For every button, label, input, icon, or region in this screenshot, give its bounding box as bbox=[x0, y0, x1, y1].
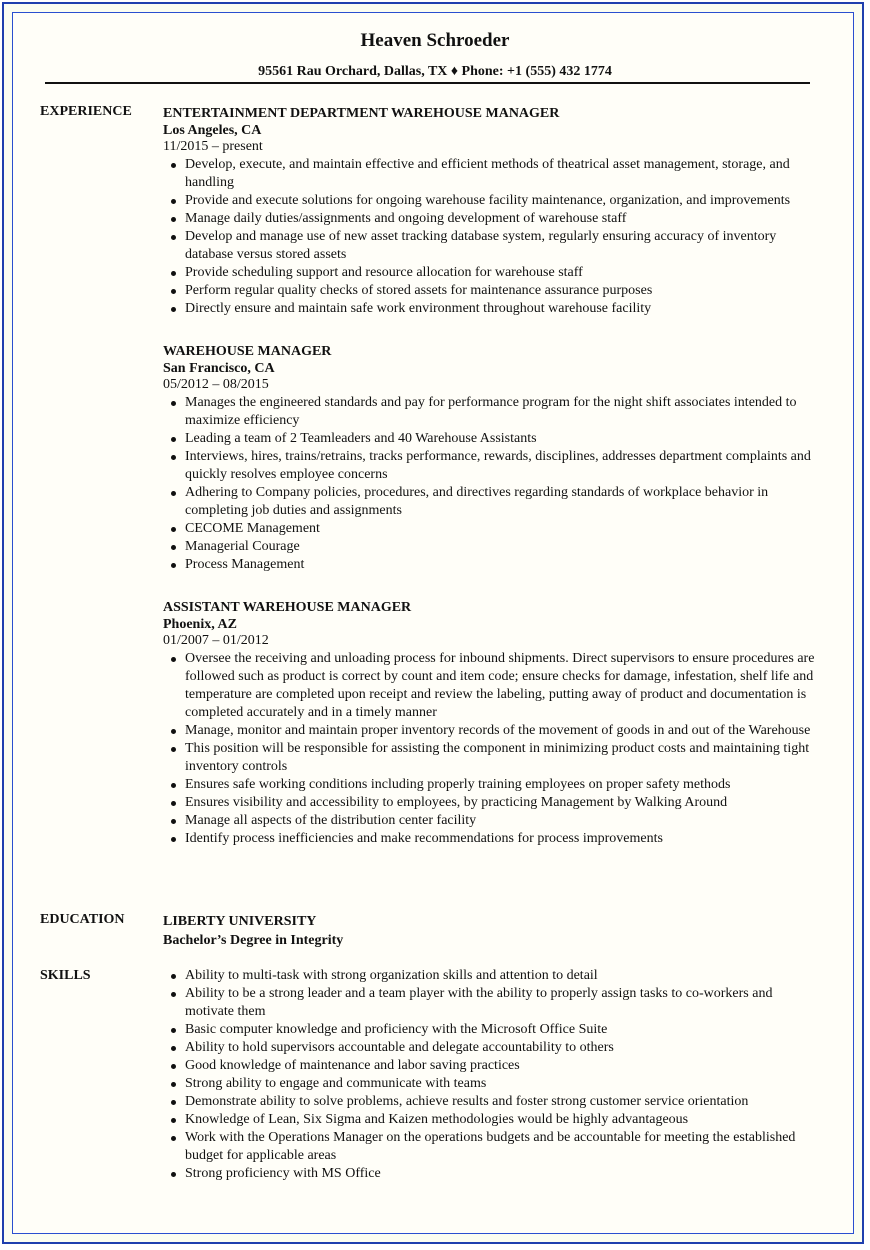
education-entry bbox=[163, 912, 818, 950]
job-title: WAREHOUSE MANAGER bbox=[163, 344, 332, 359]
skills-list bbox=[163, 968, 818, 1183]
bullet-item: Manage daily duties/assignments and ongoing development of warehouse staff bbox=[185, 210, 818, 228]
skill-bullets bbox=[163, 967, 818, 1183]
job-location: San Francisco, CA bbox=[163, 361, 275, 376]
skill-item: Strong ability to engage and communicate with teams bbox=[185, 1075, 818, 1093]
skill-item: Ability to multi-task with strong organization skills and attention to detail bbox=[185, 967, 818, 985]
bullet-item: Leading a team of 2 Teamleaders and 40 Warehouse Assistants bbox=[185, 430, 818, 448]
skill-item: Knowledge of Lean, Six Sigma and Kaizen methodologies would be highly advantageous bbox=[185, 1111, 818, 1129]
job-location: Phoenix, AZ bbox=[163, 617, 237, 632]
skill-item: Ability to be a strong leader and a team player with the ability to properly assign tasks to co-workers and motivate them bbox=[185, 985, 818, 1021]
bullet-item: Oversee the receiving and unloading process for inbound shipments. Direct supervisors to ensure procedures are followed such as product is correct by count and item code; ensure checks for damage, infestation, shelf life and temperature are completed upon receipt and review the labeling, putting away of product and documentation is completed accurately and in a timely manner bbox=[185, 650, 818, 722]
bullet-item: Provide scheduling support and resource allocation for warehouse staff bbox=[185, 264, 818, 282]
bullet-item: Ensures safe working conditions including properly training employees on proper safety methods bbox=[185, 776, 818, 794]
bullet-item: CECOME Management bbox=[185, 520, 818, 538]
bullet-item: Manage, monitor and maintain proper inventory records of the movement of goods in and out of the Warehouse bbox=[185, 722, 818, 740]
bullet-item: Ensures visibility and accessibility to employees, by practicing Management by Walking Around bbox=[185, 794, 818, 812]
job-dates: 01/2007 – 01/2012 bbox=[163, 633, 269, 648]
job-dates: 11/2015 – present bbox=[163, 139, 263, 154]
job-entry bbox=[163, 342, 818, 574]
bullet-item: Provide and execute solutions for ongoing warehouse facility maintenance, organization, and improvements bbox=[185, 192, 818, 210]
bullet-item: Identify process inefficiencies and make recommendations for process improvements bbox=[185, 830, 818, 848]
section-heading-skills: SKILLS bbox=[40, 968, 91, 983]
experience-list bbox=[163, 104, 818, 864]
header-divider bbox=[45, 82, 810, 84]
job-bullets bbox=[163, 394, 818, 574]
job-location: Los Angeles, CA bbox=[163, 123, 262, 138]
job-entry bbox=[163, 104, 818, 318]
section-heading-experience: EXPERIENCE bbox=[40, 104, 132, 119]
job-title: ENTERTAINMENT DEPARTMENT WAREHOUSE MANAGER bbox=[163, 106, 560, 121]
bullet-item: Process Management bbox=[185, 556, 818, 574]
contact-line: 95561 Rau Orchard, Dallas, TX ♦ Phone: +1 (555) 432 1774 bbox=[258, 64, 612, 79]
skill-item: Demonstrate ability to solve problems, achieve results and foster strong customer service orientation bbox=[185, 1093, 818, 1111]
school-name: LIBERTY UNIVERSITY bbox=[163, 914, 317, 929]
bullet-item: Manages the engineered standards and pay for performance program for the night shift associates intended to maximize efficiency bbox=[185, 394, 818, 430]
job-bullets bbox=[163, 650, 818, 848]
job-entry bbox=[163, 598, 818, 848]
bullet-item: Adhering to Company policies, procedures, and directives regarding standards of workplace behavior in completing job duties and assignments bbox=[185, 484, 818, 520]
bullet-item: Perform regular quality checks of stored assets for maintenance assurance purposes bbox=[185, 282, 818, 300]
job-bullets bbox=[163, 156, 818, 318]
bullet-item: Develop, execute, and maintain effective and efficient methods of theatrical asset management, storage, and handling bbox=[185, 156, 818, 192]
section-heading-education: EDUCATION bbox=[40, 912, 125, 927]
skill-item: Good knowledge of maintenance and labor saving practices bbox=[185, 1057, 818, 1075]
skill-item: Work with the Operations Manager on the operations budgets and be accountable for meeting the established budget for applicable areas bbox=[185, 1129, 818, 1165]
degree: Bachelor’s Degree in Integrity bbox=[163, 933, 344, 948]
bullet-item: This position will be responsible for assisting the component in minimizing product costs and maintaining tight inventory controls bbox=[185, 740, 818, 776]
bullet-item: Interviews, hires, trains/retrains, tracks performance, rewards, disciplines, addresses department complaints and quickly resolves employee concerns bbox=[185, 448, 818, 484]
bullet-item: Manage all aspects of the distribution center facility bbox=[185, 812, 818, 830]
job-title: ASSISTANT WAREHOUSE MANAGER bbox=[163, 600, 412, 615]
skill-item: Ability to hold supervisors accountable and delegate accountability to others bbox=[185, 1039, 818, 1057]
bullet-item: Managerial Courage bbox=[185, 538, 818, 556]
bullet-item: Directly ensure and maintain safe work environment throughout warehouse facility bbox=[185, 300, 818, 318]
bullet-item: Develop and manage use of new asset tracking database system, regularly ensuring accuracy of inventory database versus stored assets bbox=[185, 228, 818, 264]
skill-item: Basic computer knowledge and proficiency with the Microsoft Office Suite bbox=[185, 1021, 818, 1039]
job-dates: 05/2012 – 08/2015 bbox=[163, 377, 269, 392]
candidate-name: Heaven Schroeder bbox=[360, 30, 510, 51]
skill-item: Strong proficiency with MS Office bbox=[185, 1165, 818, 1183]
